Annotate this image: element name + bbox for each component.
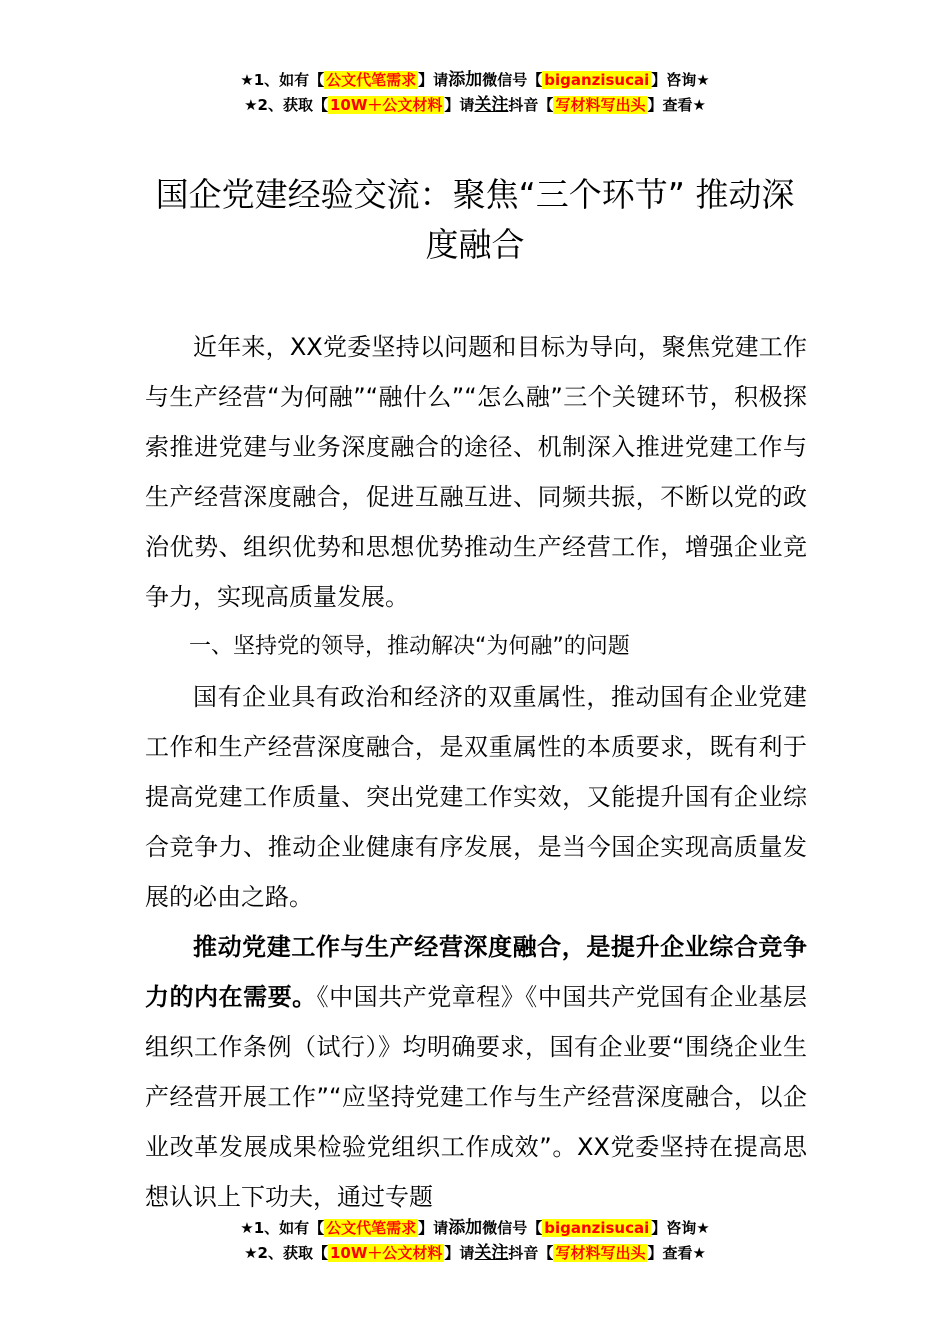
body-paragraph: 国有企业具有政治和经济的双重属性，推动国有企业党建工作和生产经营深度融合，是双重属性的本质要求，既有利于提高党建工作质量、突出党建工作实效，又能提升国有企业综合竞争力、推动企业健康有序发展，是当今国企实现高质量发展的必由之路。 <box>145 683 807 911</box>
promo-text: 】请 <box>418 1219 449 1237</box>
promo-text: 】请 <box>444 96 475 114</box>
promo-emphasis: 关注 <box>474 1243 509 1263</box>
promo-highlight: 公文代笔需求 <box>326 71 417 89</box>
promo-text: 】请 <box>418 71 449 89</box>
promo-wechat-id: biganzisucai <box>544 1219 650 1237</box>
promo-text: 】查看★ <box>647 1244 706 1262</box>
promo-douyin-id: 写材料写出头 <box>555 96 646 114</box>
promo-text: 抖音【 <box>508 96 554 114</box>
top-promo-banner <box>0 68 950 118</box>
promo-line-2 <box>0 1241 950 1266</box>
promo-text: ★1、如有【 <box>240 1219 325 1237</box>
document-title: 国企党建经验交流：聚焦“三个环节” 推动深度融合 <box>155 175 795 264</box>
promo-text: ★2、获取【 <box>244 96 328 114</box>
promo-douyin-id: 写材料写出头 <box>555 1244 646 1262</box>
promo-text: 微信号【 <box>482 71 543 89</box>
promo-text: 】请 <box>444 1244 475 1262</box>
promo-text: 】咨询★ <box>651 71 710 89</box>
promo-emphasis: 关注 <box>474 95 509 115</box>
promo-line-2 <box>0 93 950 118</box>
promo-emphasis: 添加 <box>448 70 483 90</box>
promo-wechat-id: biganzisucai <box>544 71 650 89</box>
promo-text: 】咨询★ <box>651 1219 710 1237</box>
promo-emphasis: 添加 <box>448 1218 483 1238</box>
bottom-promo-banner <box>0 1216 950 1266</box>
section-heading: 一、坚持党的领导，推动解决“为何融”的问题 <box>189 634 630 659</box>
promo-text: 抖音【 <box>508 1244 554 1262</box>
promo-line-1 <box>0 68 950 93</box>
body-paragraph-bold-lead <box>145 922 807 1222</box>
promo-highlight: 10W＋公文材料 <box>329 1244 443 1262</box>
document-body <box>145 322 807 1222</box>
promo-line-1 <box>0 1216 950 1241</box>
promo-text: 】查看★ <box>647 96 706 114</box>
promo-text: ★2、获取【 <box>244 1244 328 1262</box>
promo-highlight: 公文代笔需求 <box>326 1219 417 1237</box>
promo-text: ★1、如有【 <box>240 71 325 89</box>
bold-lead-text: 推动党建工作与生产经营深度融合，是提升企业综合竞争力的内在需要。 <box>145 933 807 1011</box>
paragraph-rest-text: 《中国共产党章程》《中国共产党国有企业基层组织工作条例（试行）》均明确要求，国有企业要“围绕企业生产经营开展工作”“应坚持党建工作与生产经营深度融合，以企业改革发展成果检验党组织工作成效”。XX党委坚持在提高思想认识上下功夫，通过专题 <box>145 983 808 1211</box>
promo-text: 微信号【 <box>482 1219 543 1237</box>
intro-paragraph: 近年来，XX党委坚持以问题和目标为导向，聚焦党建工作与生产经营“为何融”“融什么”“怎么融”三个关键环节，积极探索推进党建与业务深度融合的途径、机制深入推进党建工作与生产经营深度融合，促进互融互进、同频共振，不断以党的政治优势、组织优势和思想优势推动生产经营工作，增强企业竞争力，实现高质量发展。 <box>145 333 807 611</box>
promo-highlight: 10W＋公文材料 <box>329 96 443 114</box>
